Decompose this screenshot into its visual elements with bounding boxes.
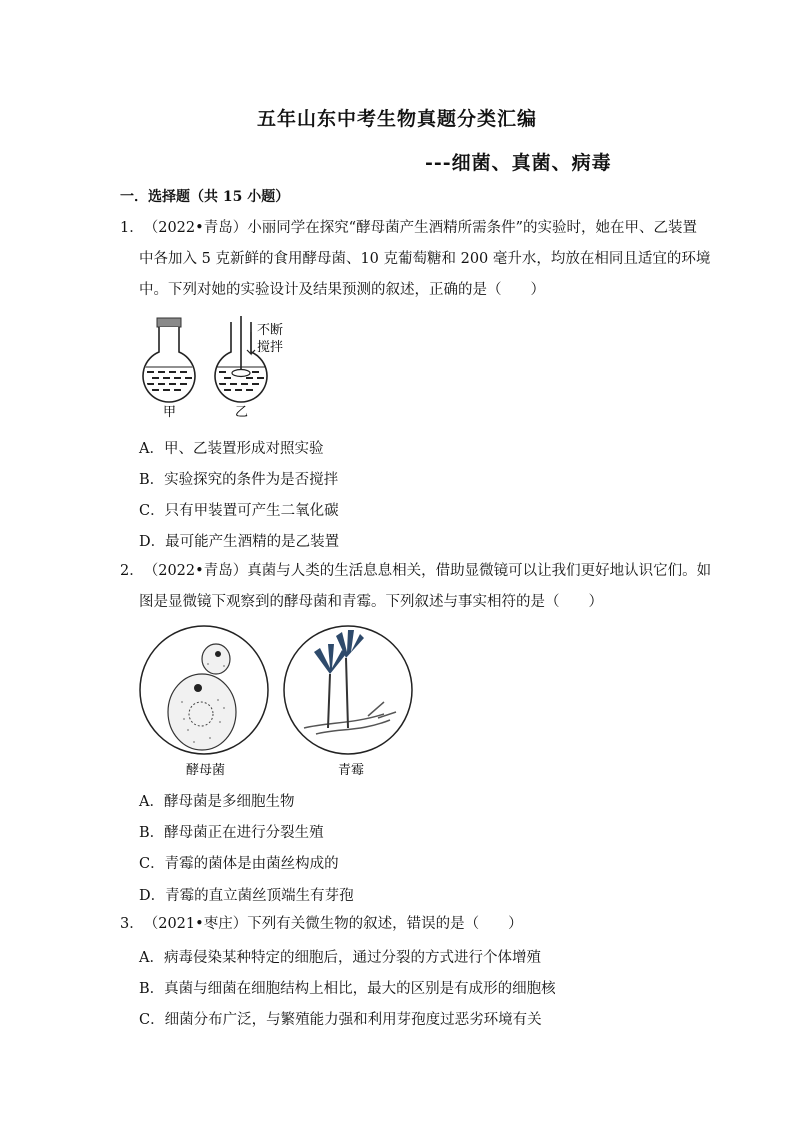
section-heading: 一．选择题（共 15 小题） — [120, 189, 290, 205]
question-2-number: 2． — [120, 563, 144, 579]
question-1-line-3: 中。下列对她的实验设计及结果预测的叙述，正确的是（ ） — [139, 282, 545, 298]
question-3-option-a[interactable]: A．病毒侵染某种特定的细胞后，通过分裂的方式进行个体增殖 — [139, 950, 541, 966]
document-title: 五年山东中考生物真题分类汇编 — [256, 108, 537, 130]
question-3-text-1: （2021•枣庄）下列有关微生物的叙述，错误的是（ ） — [143, 916, 523, 932]
question-1-line-2: 中各加入 5 克新鲜的食用酵母菌、10 克葡萄糖和 200 毫升水，均放在相同且适宜的环境 — [139, 251, 711, 267]
question-1-line-1 — [120, 219, 697, 237]
stir-label-1: 不断 — [257, 323, 284, 338]
flask-yi-label: 乙 — [235, 405, 249, 420]
flask-apparatus-figure — [133, 314, 303, 422]
flask-jia — [141, 318, 197, 402]
flask-jia-label: 甲 — [163, 405, 177, 420]
question-3-number: 3． — [120, 916, 144, 932]
question-1-option-c[interactable]: C．只有甲装置可产生二氧化碳 — [139, 503, 339, 519]
question-1-option-d[interactable]: D．最可能产生酒精的是乙装置 — [139, 534, 340, 550]
question-2-option-b[interactable]: B．酵母菌正在进行分裂生殖 — [139, 825, 324, 841]
question-3-option-c[interactable]: C．细菌分布广泛，与繁殖能力强和利用芽孢度过恶劣环境有关 — [139, 1012, 542, 1028]
stopper — [157, 318, 181, 327]
stirring-paddle — [232, 370, 250, 377]
yeast-label: 酵母菌 — [186, 763, 226, 778]
yeast-nucleus — [194, 684, 202, 692]
question-2-option-c[interactable]: C．青霉的菌体是由菌丝构成的 — [139, 856, 339, 872]
penicillium-label: 青霉 — [338, 763, 365, 778]
yeast-bud — [202, 644, 230, 674]
flask-jia-liquid — [141, 366, 197, 402]
question-1-text-1: （2022•青岛）小丽同学在探究“酵母菌产生酒精所需条件”的实验时，她在甲、乙装置 — [143, 220, 698, 236]
question-1-option-b[interactable]: B．实验探究的条件为是否搅拌 — [139, 472, 339, 488]
penicillium-view — [284, 626, 412, 754]
stir-label-2: 搅拌 — [257, 340, 284, 355]
question-3-option-b[interactable]: B．真菌与细菌在细胞结构上相比，最大的区别是有成形的细胞核 — [139, 981, 556, 997]
question-2-option-a[interactable]: A．酵母菌是多细胞生物 — [139, 794, 295, 810]
document-subtitle: ---细菌、真菌、病毒 — [425, 152, 612, 174]
question-2-line-2: 图是显微镜下观察到的酵母菌和青霉。下列叙述与事实相符的是（ ） — [139, 594, 603, 610]
microscope-figure — [138, 624, 418, 784]
question-2-option-d[interactable]: D．青霉的直立菌丝顶端生有芽孢 — [139, 888, 354, 904]
question-1-number: 1． — [120, 220, 144, 236]
question-3-line-1 — [120, 915, 523, 933]
question-1-option-a[interactable]: A．甲、乙装置形成对照实验 — [139, 441, 324, 457]
yeast-view — [140, 626, 268, 754]
bud-nucleus — [215, 651, 221, 657]
question-2-line-1 — [120, 562, 711, 580]
yeast-cell — [168, 674, 236, 750]
question-2-text-1: （2022•青岛）真菌与人类的生活息息相关，借助显微镜可以让我们更好地认识它们。如 — [143, 563, 712, 579]
